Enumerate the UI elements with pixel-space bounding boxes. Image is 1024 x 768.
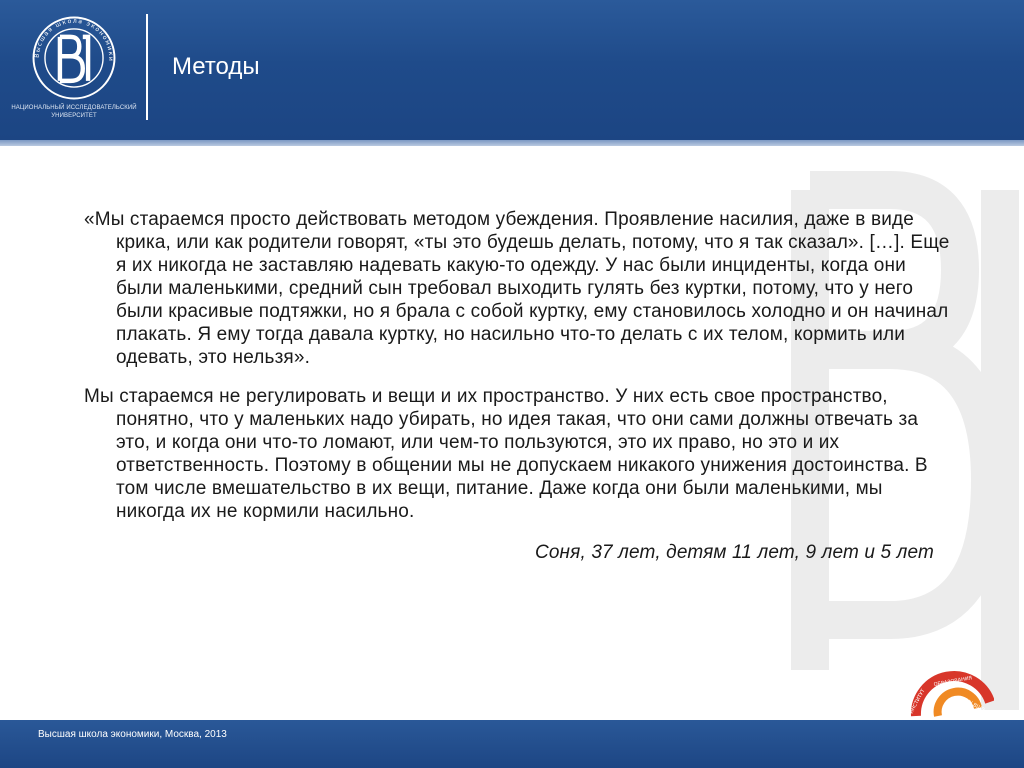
slide-footer [0,720,1024,768]
slide-header [0,0,1024,140]
quote-paragraph: «Мы стараемся просто действовать методом убеждения. Проявление насилия, даже в виде крика, или как родители говорят, «ты это будешь делать, потому, что я так сказал». […]. Еще я их никогда не заставляю надевать какую-то одежду. У нас были инциденты, когда они были маленькими, средний сын требовал выходить гулять без куртки, потому, что у него были красивые подтяжки, но я брала с собой куртку, ему становилось холодно и он начинал плакать. Я ему тогда давала куртку, но насильно что-то делать с их телом, кормить или одевать, это нельзя». [84,209,950,368]
page-title: Методы [172,53,260,80]
institute-logo-line2: ОБРАЗОВАНИЯ [933,675,973,688]
quote-attribution: Соня, 37 лет, детям 11 лет, 9 лет и 5 лет [534,542,934,563]
institute-logo-line3: НИУ ВШЭ [961,696,986,714]
header-stripe [0,140,1024,146]
institute-logo-line1: ИНСТИТУТ [908,688,927,715]
institute-logo-icon [908,660,994,720]
body-paragraph: Мы стараемся не регулировать и вещи и их пространство. У них есть свое пространство, понятно, что у маленьких надо убирать, но идея такая, что они сами должны отвечать за это, и когда они что-то ломают, или чем-то пользуются, это их право, но это и их ответственность. Поэтому в общении мы не допускаем никакого унижения достоинства. В том числе вмешательство в их вещи, питание. Даже когда они были маленькими, мы никогда их не кормили насильно. [84,386,928,522]
slide-body [84,208,954,564]
university-caption: НАЦИОНАЛЬНЫЙ ИССЛЕДОВАТЕЛЬСКИЙ УНИВЕРСИТЕТ [11,105,137,119]
header-divider [146,14,148,120]
hse-logo-icon [30,14,118,102]
logo-ring-text: Высшая школа экономики [33,17,115,63]
footer-text: Высшая школа экономики, Москва, 2013 [38,729,227,740]
